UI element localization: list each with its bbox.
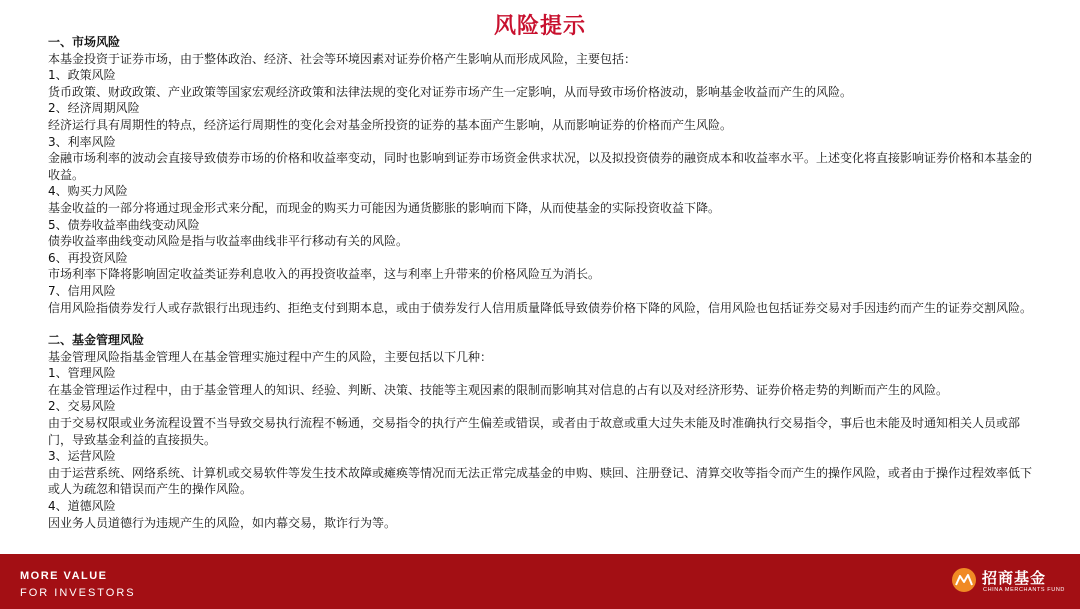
item-title: 6、再投资风险 — [48, 250, 128, 265]
item-text: 经济运行具有周期性的特点，经济运行周期性的变化会对基金所投资的证券的基本面产生影响，从而影响证券的价格而产生风险。 — [48, 117, 733, 132]
section-heading-market-risk: 一、市场风险 — [48, 35, 121, 49]
item-title: 2、交易风险 — [48, 399, 116, 414]
logo-text-en: CHINA MERCHANTS FUND — [983, 587, 1065, 593]
logo-mark-icon — [952, 568, 976, 592]
item-text: 金融市场利率的波动会直接导致债券市场的价格和收益率变动，同时也影响到证券市场资金供求状况，以及拟投资债券的融资成本和收益率水平。上述变化将直接影响证券价格和本基金的收益。 — [48, 151, 1033, 182]
page-title: 风险提示 — [493, 14, 586, 39]
section-intro: 本基金投资于证券市场，由于整体政治、经济、社会等环境因素对证券价格产生影响从而形成风险，主要包括： — [48, 51, 637, 66]
item-title: 4、道德风险 — [48, 499, 116, 514]
item-text: 货币政策、财政政策、产业政策等国家宏观经济政策和法律法规的变化对证券市场产生一定影响，从而导致市场价格波动，影响基金收益而产生的风险。 — [48, 84, 853, 99]
item-title: 2、经济周期风险 — [48, 101, 140, 116]
item-title: 4、购买力风险 — [48, 184, 128, 199]
item-text: 由于运营系统、网络系统、计算机或交易软件等发生技术故障或瘫痪等情况而无法正常完成基金的申购、赎回、注册登记、清算交收等指令而产生的操作风险，或者由于操作过程效率低下或人为疏忽和错误而产生的操作风险。 — [48, 465, 1033, 497]
item-text: 债券收益率曲线变动风险是指与收益率曲线非平行移动有关的风险。 — [48, 234, 409, 249]
risk-content — [48, 34, 1033, 531]
item-text: 因业务人员道德行为违规产生的风险，如内幕交易，欺诈行为等。 — [48, 515, 397, 530]
item-title: 5、债券收益率曲线变动风险 — [48, 217, 200, 232]
item-title: 7、信用风险 — [48, 283, 116, 298]
company-logo — [952, 566, 1065, 598]
item-title: 1、政策风险 — [48, 68, 116, 83]
item-title: 3、利率风险 — [48, 134, 116, 149]
tagline-line-2: FOR INVESTORS — [20, 587, 136, 599]
item-title: 1、管理风险 — [48, 366, 116, 381]
item-text: 基金收益的一部分将通过现金形式来分配，而现金的购买力可能因为通货膨胀的影响而下降，从而使基金的实际投资收益下降。 — [48, 200, 721, 215]
section-heading-fund-management-risk: 二、基金管理风险 — [48, 333, 145, 348]
item-text: 信用风险指债券发行人或存款银行出现违约、拒绝支付到期本息，或由于债券发行人信用质量降低导致债券价格下降的风险，信用风险也包括证券交易对手因违约而产生的证券交割风险。 — [48, 300, 1033, 315]
section-intro: 基金管理风险指基金管理人在基金管理实施过程中产生的风险，主要包括以下几种： — [48, 349, 493, 364]
item-text: 市场利率下降将影响固定收益类证券利息收入的再投资收益率，这与利率上升带来的价格风险互为消长。 — [48, 267, 601, 282]
footer-bar — [0, 554, 1080, 609]
tagline-line-1: MORE VALUE — [20, 570, 108, 582]
logo-text-cn: 招商基金 — [982, 569, 1047, 587]
section-spacer — [48, 316, 1033, 332]
item-text: 由于交易权限或业务流程设置不当导致交易执行流程不畅通，交易指令的执行产生偏差或错误，或者由于故意或重大过失未能及时准确执行交易指令，事后也未能及时通知相关人员或部门，导致基金利益的直接损失。 — [48, 416, 1021, 447]
item-text: 在基金管理运作过程中，由于基金管理人的知识、经验、判断、决策、技能等主观因素的限制而影响其对信息的占有以及对经济形势、证券价格走势的判断而产生的风险。 — [48, 382, 949, 397]
item-title: 3、运营风险 — [48, 449, 116, 464]
